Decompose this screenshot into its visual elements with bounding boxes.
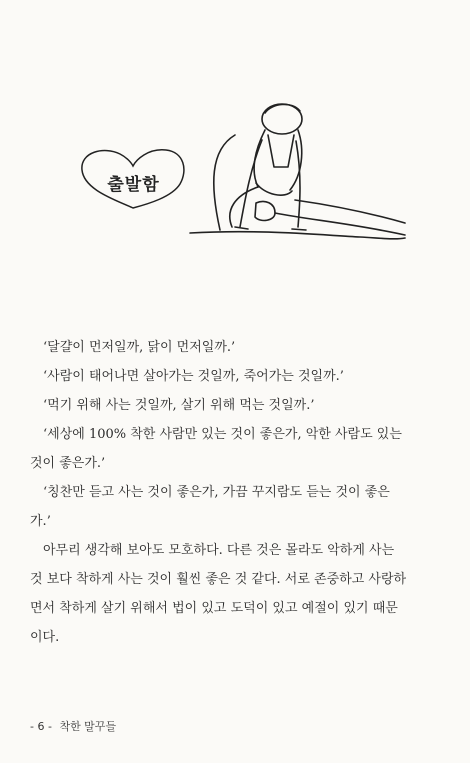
page-footer bbox=[30, 718, 116, 734]
paragraph: 아무리 생각해 보아도 모호하다. 다른 것은 몰라도 악하게 사는 것 보다 착하게 사는 것이 훨씬 좋은 것 같다. 서로 존중하고 사랑하면서 착하게 살기 위해서 법이 있고 도덕이 있고 예절이 있기 때문이다. bbox=[30, 543, 407, 645]
page-number: - 6 - bbox=[30, 720, 52, 733]
paragraph: ‘달걀이 먼저일까, 닭이 먼저일까.’ bbox=[43, 340, 236, 355]
chapter-title: 출발함 bbox=[107, 175, 160, 195]
book-title: 착한 말꾸들 bbox=[59, 720, 117, 733]
chapter-heart-title bbox=[76, 142, 191, 212]
body-text bbox=[30, 333, 410, 652]
paragraph: ‘사람이 태어나면 살아가는 것일까, 죽어가는 것일까.’ bbox=[43, 369, 344, 384]
paragraph: ‘세상에 100% 착한 사람만 있는 것이 좋은가, 악한 사람도 있는 것이 좋은가.’ bbox=[30, 427, 402, 471]
paragraph: ‘칭찬만 듣고 사는 것이 좋은가, 가끔 꾸지람도 듣는 것이 좋은가.’ bbox=[30, 485, 390, 529]
paragraph: ‘먹기 위해 사는 것일까, 살기 위해 먹는 것일까.’ bbox=[43, 398, 315, 413]
